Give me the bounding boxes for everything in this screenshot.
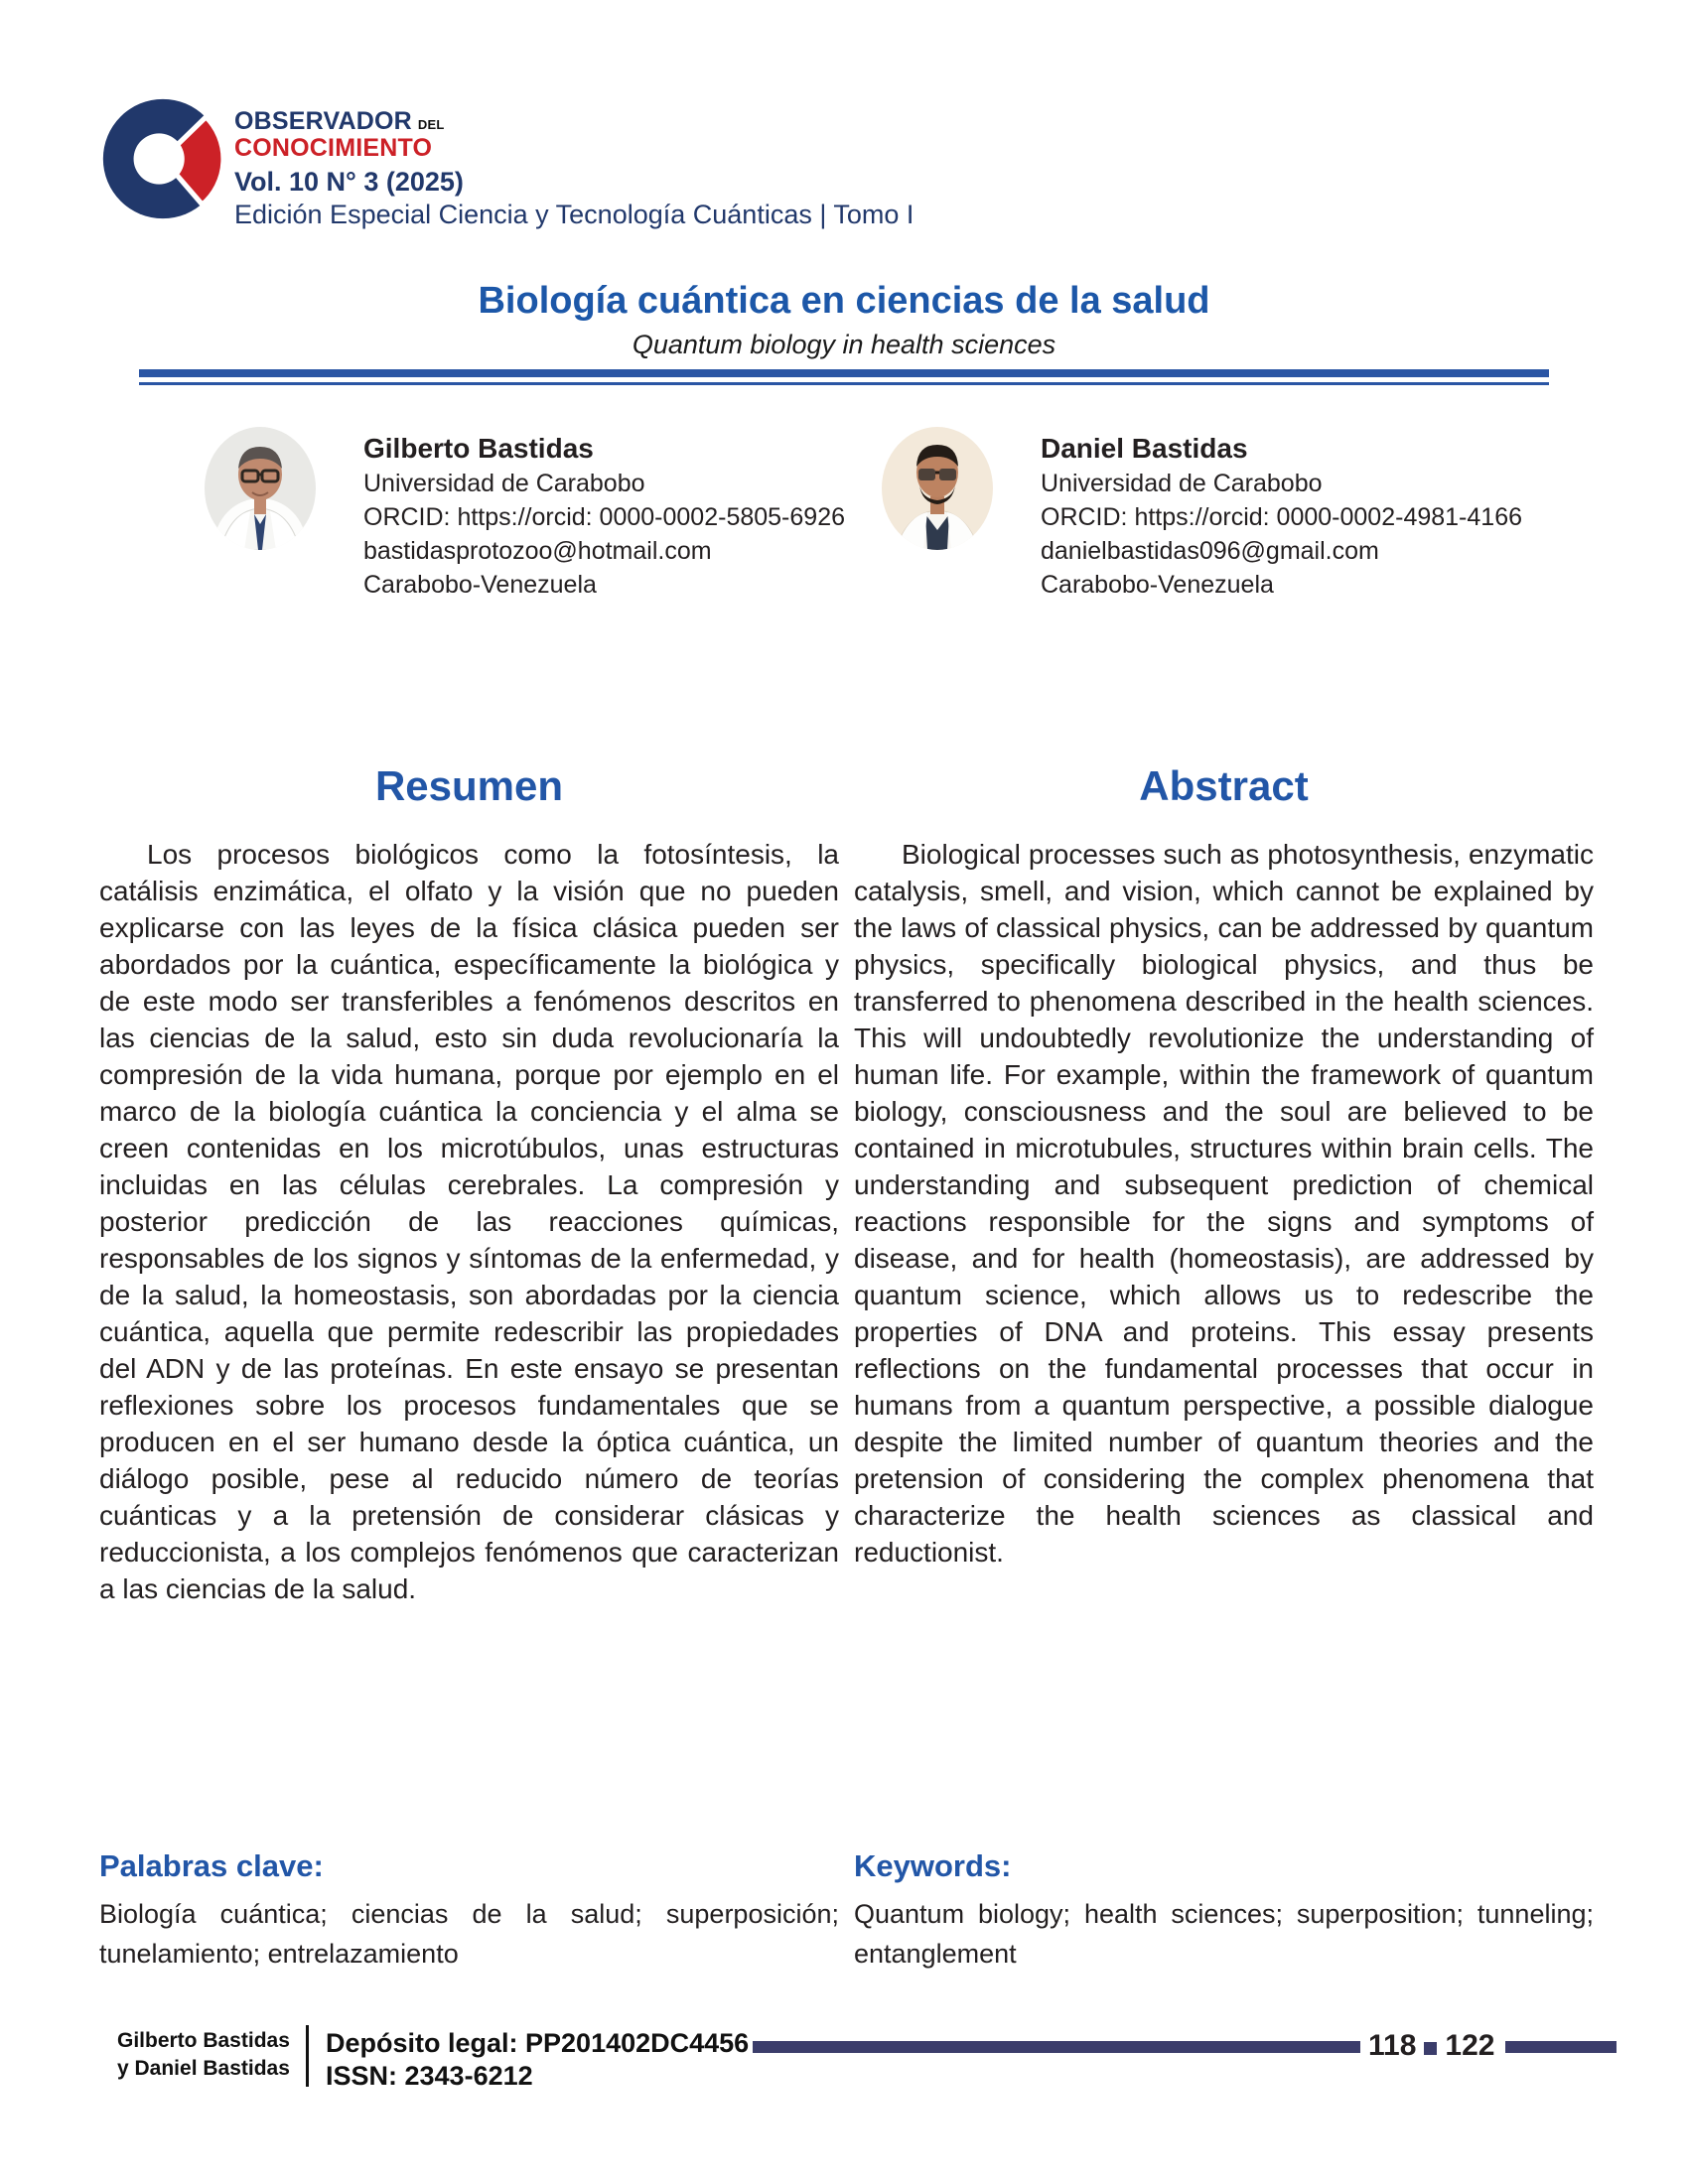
author-orcid: ORCID: https://orcid: 0000-0002-5805-6926 bbox=[363, 503, 845, 531]
article-title: Biología cuántica en ciencias de la salud bbox=[478, 280, 1210, 322]
author-location: Carabobo-Venezuela bbox=[363, 571, 597, 599]
resumen-text: Los procesos biológicos como la fotosíntesis, la catálisis enzimática, el olfato y la visión que no pueden explicarse con las leyes de la física clásica pueden ser abordados por la cuántica, específicamente la biológica y de este modo ser transferibles a fenómenos descritos en las ciencias de la salud, esto sin duda revolucionaría la compresión de la vida humana, porque por ejemplo en el marco de la biología cuántica la conciencia y el alma se creen contenidas en los microtúbulos, unas estructuras incluidas en las células cerebrales. La compresión y posterior predicción de las reacciones químicas, responsables de los signos y síntomas de la enfermedad, y de la salud, la homeostasis, son abordadas por la ciencia cuántica, aquella que permite redescribir las propiedades del ADN y de las proteínas. En este ensayo se presentan reflexiones sobre los procesos fundamentales que se producen en el ser humano desde la óptica cuántica, un diálogo posible, pese al reducido número de teorías cuánticas y a la pretensión de considerar clásicas y reduccionista, a los complejos fenómenos que caracterizan a las ciencias de la salud. bbox=[99, 839, 839, 1604]
abstract-text: Biological processes such as photosynthesis, enzymatic catalysis, smell, and vision, which cannot be explained by the laws of classical physics, can be addressed by quantum physics, specifically biological physics, and thus be transferred to phenomena described in the health sciences. This will undoubtedly revolutionize the understanding of human life. For example, within the framework of quantum biology, consciousness and the soul are believed to be contained in microtubules, structures within brain cells. The understanding and subsequent prediction of chemical reactions responsible for the signs and symptoms of disease, and for health (homeostasis), are addressed by quantum science, which allows us to redescribe the properties of DNA and proteins. This essay presents reflections on the fundamental processes that occur in humans from a quantum perspective, a possible dialogue despite the limited number of quantum theories and the pretension of considering the complex phenomena that characterize the health sciences as classical and reductionist. bbox=[854, 839, 1594, 1568]
footer-author-line1: Gilberto Bastidas bbox=[117, 2029, 290, 2052]
article-title-english: Quantum biology in health sciences bbox=[632, 330, 1056, 359]
brand-name-line2: CONOCIMIENTO bbox=[234, 134, 433, 162]
volume-label: Vol. 10 N° 3 (2025) bbox=[234, 167, 464, 197]
palabras-clave-text: Biología cuántica; ciencias de la salud; superposición; tunelamiento; entrelazamiento bbox=[99, 1899, 839, 1969]
page-end: 122 bbox=[1445, 2029, 1495, 2062]
author-photo-2 bbox=[882, 427, 993, 550]
keywords-section bbox=[854, 1848, 1594, 1974]
brand-name-line1 bbox=[234, 109, 914, 134]
author-block-2 bbox=[882, 427, 1537, 602]
palabras-clave-heading: Palabras clave: bbox=[99, 1848, 324, 1883]
brand-observador: OBSERVADOR bbox=[234, 107, 412, 135]
journal-logo-icon bbox=[99, 95, 226, 222]
author-email: bastidasprotozoo@hotmail.com bbox=[363, 537, 712, 565]
masthead bbox=[99, 95, 914, 228]
author-block-1 bbox=[205, 427, 850, 602]
author-orcid: ORCID: https://orcid: 0000-0002-4981-4166 bbox=[1041, 503, 1522, 531]
footer-bar-left bbox=[753, 2041, 1360, 2053]
edition-label: Edición Especial Ciencia y Tecnología Cuánticas | Tomo I bbox=[234, 200, 914, 229]
author-affiliation: Universidad de Carabobo bbox=[1041, 470, 1323, 497]
keywords-heading: Keywords: bbox=[854, 1848, 1012, 1883]
footer-author-line2: y Daniel Bastidas bbox=[117, 2057, 290, 2080]
page-range-square-icon bbox=[1424, 2042, 1437, 2055]
resumen-section bbox=[99, 762, 839, 1607]
title-rule-thin bbox=[139, 382, 1549, 385]
footer-divider bbox=[306, 2025, 309, 2087]
footer-page-range bbox=[1368, 2029, 1494, 2063]
author-info-2 bbox=[1041, 427, 1522, 602]
masthead-text bbox=[234, 95, 914, 228]
author-photo-1 bbox=[205, 427, 316, 550]
author-name: Gilberto Bastidas bbox=[363, 433, 594, 464]
keywords-text: Quantum biology; health sciences; superposition; tunneling; entanglement bbox=[854, 1899, 1594, 1969]
page-start: 118 bbox=[1368, 2029, 1417, 2062]
author-name: Daniel Bastidas bbox=[1041, 433, 1248, 464]
author-info-1 bbox=[363, 427, 845, 602]
deposito-legal: Depósito legal: PP201402DC4456 bbox=[326, 2028, 750, 2058]
author-email: danielbastidas096@gmail.com bbox=[1041, 537, 1379, 565]
abstract-section bbox=[854, 762, 1594, 1570]
issn: ISSN: 2343-6212 bbox=[326, 2061, 533, 2091]
title-rule-thick bbox=[139, 369, 1549, 377]
brand-del: DEL bbox=[417, 117, 445, 132]
footer-legal-block bbox=[326, 2027, 749, 2093]
author-affiliation: Universidad de Carabobo bbox=[363, 470, 645, 497]
palabras-clave-section bbox=[99, 1848, 839, 1974]
resumen-heading: Resumen bbox=[374, 762, 564, 809]
footer-bar-right bbox=[1505, 2041, 1617, 2053]
author-location: Carabobo-Venezuela bbox=[1041, 571, 1274, 599]
abstract-heading: Abstract bbox=[1139, 762, 1309, 809]
footer-author-names bbox=[117, 2027, 290, 2083]
